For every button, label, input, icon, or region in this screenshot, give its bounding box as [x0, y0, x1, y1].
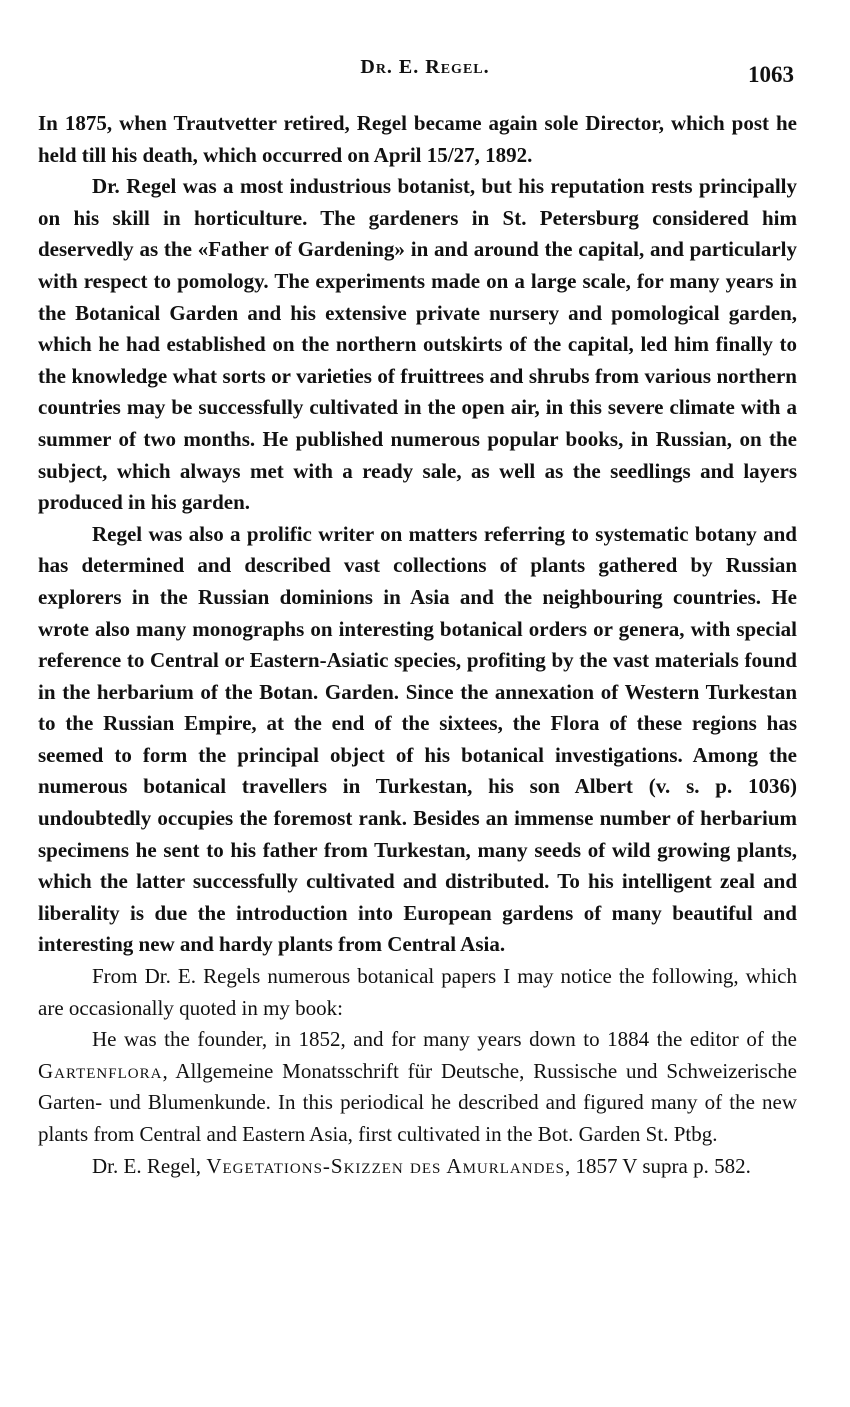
running-head: Dr. E. Regel.	[360, 56, 490, 78]
paragraph-4: From Dr. E. Regels numerous botanical papers I may notice the following, which are occasionally quoted in my book:	[38, 964, 797, 1020]
entry-1-title: Gartenflora	[38, 1058, 163, 1083]
bibliography-entry-1	[38, 1024, 797, 1150]
page-body	[38, 108, 797, 1182]
entry-2-title: Vegetations-Skizzen des Amurlandes	[206, 1153, 565, 1178]
paragraph-3: Regel was also a prolific writer on matters referring to systematic botany and has determined and described vast collections of plants gathered by Russian explorers in the Russian dominions in Asia and the neighbouring countries. He wrote also many monographs on interesting botanical orders or genera, with special reference to Central or Eastern-Asiatic species, profiting by the vast materials found in the herbarium of the Botan. Garden. Since the annexation of Western Turkestan to the Russian Empire, at the end of the sixtees, the Flora of these regions has seemed to form the principal object of his botanical investigations. Among the numerous botanical travellers in Turkestan, his son Albert (v. s. p. 1036) undoubtedly occupies the foremost rank. Besides an immense number of herbarium specimens he sent to his father from Turkestan, many seeds of wild growing plants, which the latter successfully cultivated and distributed. To his intelligent zeal and liberality is due the introduction into European gardens of many beautiful and interesting new and hardy plants from Central Asia.	[38, 521, 797, 957]
entry-1-text: He was the founder, in 1852, and for many years down to 1884 the editor of the	[92, 1027, 797, 1052]
entry-2-author: Dr. E. Regel,	[92, 1153, 207, 1178]
paragraph-2: Dr. Regel was a most industrious botanist, but his reputation rests principally on his skill in horticulture. The gardeners in St. Petersburg considered him deservedly as the «Father of Gardening» in and around the capital, and particularly with respect to pomology. The experiments made on a large scale, for many years in the Botanical Garden and his extensive private nursery and pomological garden, which he had established on the northern outskirts of the capital, led him finally to the knowledge what sorts or varieties of fruittrees and shrubs from various northern countries may be successfully cultivated in the open air, in this severe climate with a summer of two months. He published numerous popular books, in Russian, on the subject, which always met with a ready sale, as well as the seedlings and layers produced in his garden.	[38, 174, 797, 515]
page-header	[0, 50, 850, 90]
bibliography-entry-2	[38, 1151, 797, 1183]
entry-2-details: , 1857 V supra p. 582.	[564, 1153, 751, 1178]
entry-1-details: , Allgemeine Monatsschrift für Deutsche, Russische und Schweizerische Garten- und Blumenkunde. In this periodical he described and figured many of the new plants from Central and Eastern Asia, first cultivated in the Bot. Garden St. Ptbg.	[38, 1058, 797, 1146]
paragraph-1: In 1875, when Trautvetter retired, Regel became again sole Director, which post he held till his death, which occurred on April 15/27, 1892.	[38, 111, 797, 167]
page-number: 1063	[748, 62, 794, 87]
